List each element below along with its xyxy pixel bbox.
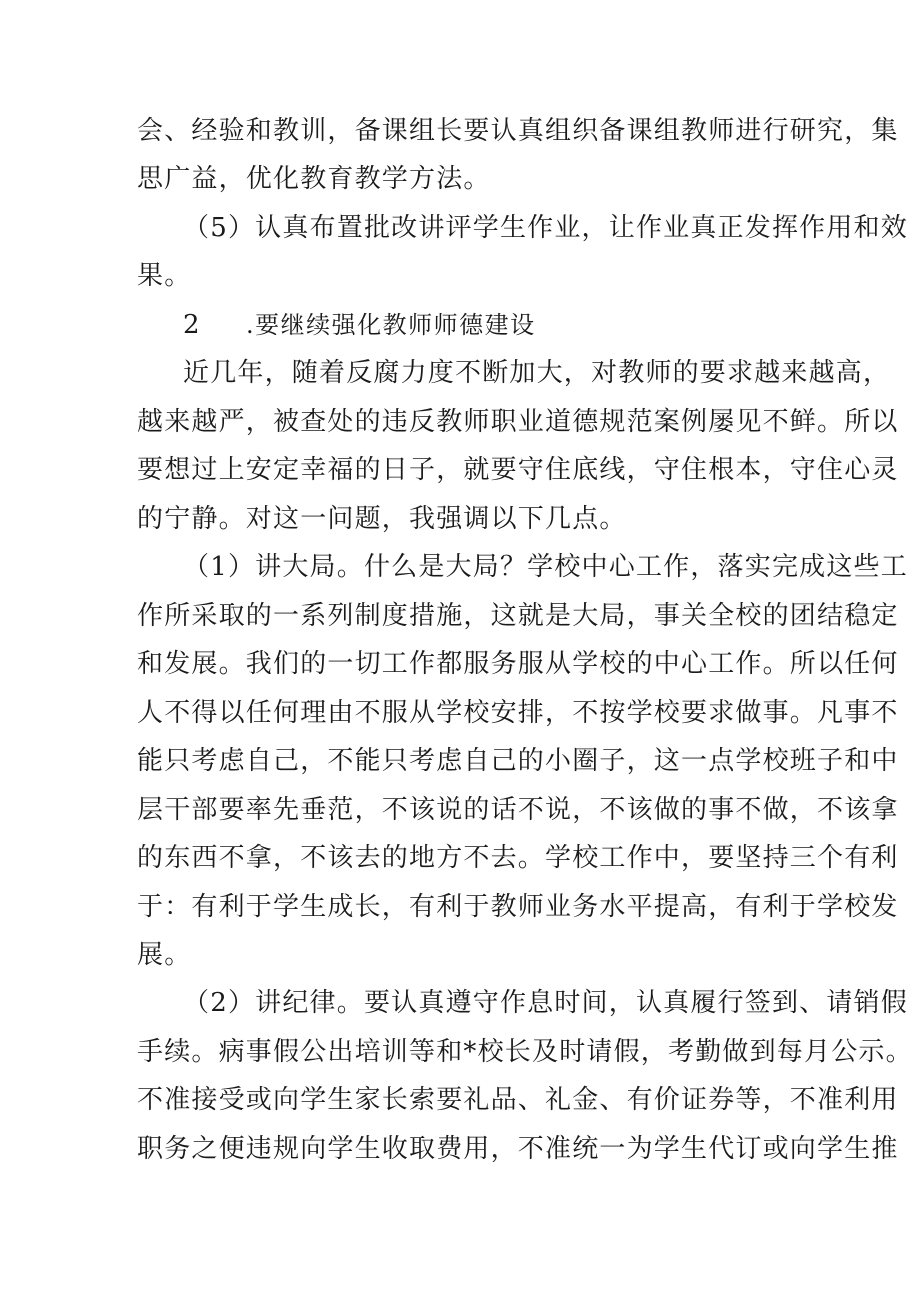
- paragraph-4-line-1: （1）讲大局。什么是大局？学校中心工作，落实完成这些工: [183, 552, 908, 582]
- paragraph-3-line-2: 越来越严，被查处的违反教师职业道德规范案例屡见不鲜。所以: [137, 407, 899, 437]
- paragraph-4-line-7: 的东西不拿，不该去的地方不去。学校工作中，要坚持三个有利: [137, 843, 899, 873]
- paragraph-4-line-8: 于：有利于学生成长，有利于教师业务水平提高，有利于学校发: [137, 892, 899, 922]
- paragraph-5-line-3: 不准接受或向学生家长索要礼品、礼金、有价证券等，不准利用: [137, 1085, 899, 1115]
- paragraph-3-line-3: 要想过上安定幸福的日子，就要守住底线，守住根本，守住心灵: [137, 455, 899, 485]
- paragraph-3-line-4: 的宁静。对这一问题，我强调以下几点。: [137, 504, 627, 534]
- section-heading-text: .要继续强化教师师德建设: [246, 311, 536, 339]
- paragraph-4-line-4: 人不得以任何理由不服从学校安排，不按学校要求做事。凡事不: [137, 698, 899, 728]
- paragraph-2-line-2: 果。: [137, 261, 192, 291]
- paragraph-4-line-3: 和发展。我们的一切工作都服务服从学校的中心工作。所以任何: [137, 649, 899, 679]
- paragraph-4-line-6: 层干部要率先垂范，不该说的话不说，不该做的事不做，不该拿: [137, 795, 899, 825]
- paragraph-5-line-2: 手续。病事假公出培训等和*校长及时请假，考勤做到每月公示。: [137, 1037, 913, 1067]
- paragraph-1-line-2: 思广益，优化教育教学方法。: [137, 164, 491, 194]
- paragraph-1-line-1: 会、经验和教训，备课组长要认真组织备课组教师进行研究，集: [137, 116, 899, 146]
- paragraph-5-line-1: （2）讲纪律。要认真遵守作息时间，认真履行签到、请销假: [183, 988, 908, 1018]
- paragraph-4-line-5: 能只考虑自己，不能只考虑自己的小圈子，这一点学校班子和中: [137, 746, 899, 776]
- section-heading-number: 2: [183, 310, 200, 340]
- paragraph-4-line-9: 展。: [137, 940, 192, 970]
- paragraph-5-line-4: 职务之便违规向学生收取费用，不准统一为学生代订或向学生推: [137, 1134, 899, 1164]
- paragraph-3-line-1: 近几年，随着反腐力度不断加大，对教师的要求越来越高，: [183, 358, 891, 388]
- paragraph-2-line-1: （5）认真布置批改讲评学生作业，让作业真正发挥作用和效: [183, 213, 908, 243]
- paragraph-4-line-2: 作所采取的一系列制度措施，这就是大局，事关全校的团结稳定: [137, 601, 899, 631]
